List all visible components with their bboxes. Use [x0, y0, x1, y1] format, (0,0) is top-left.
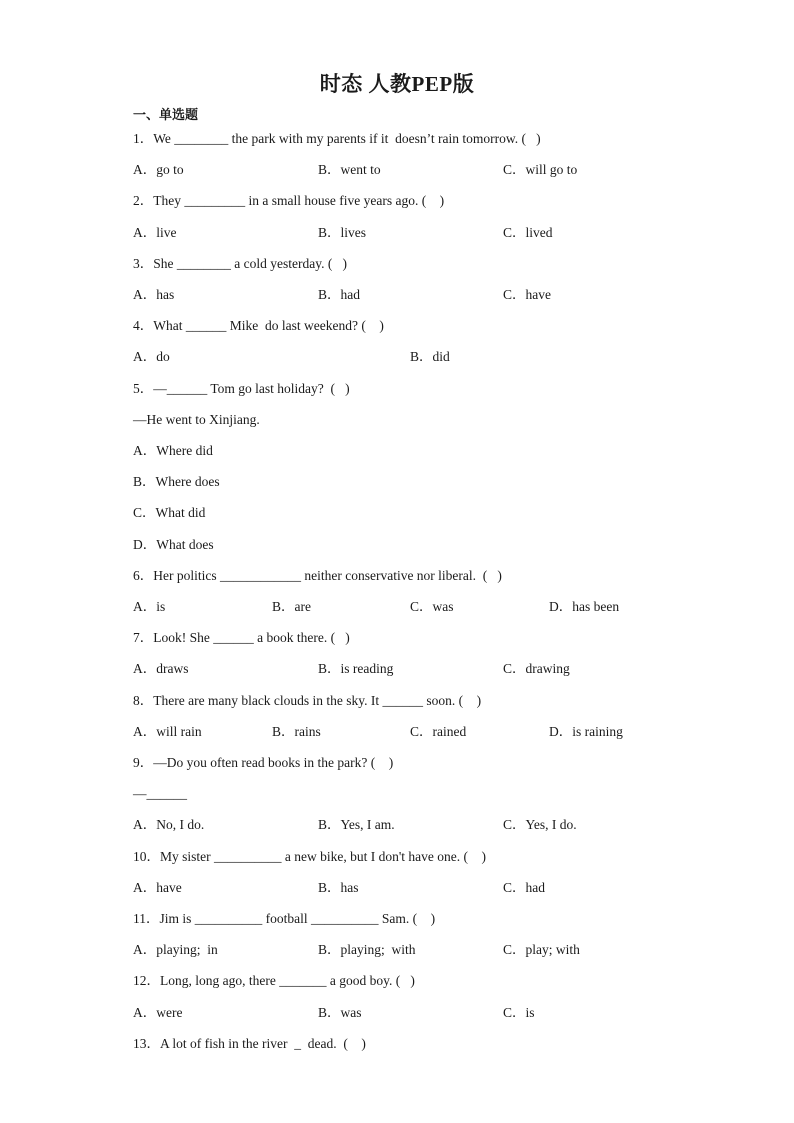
question-stem: 1．We ________ the park with my parents if it doesn’t rain tomorrow. ( ) [133, 131, 541, 146]
question-stem: 10．My sister __________ a new bike, but I don't have one. ( ) [133, 849, 486, 864]
option-b[interactable]: B．lives [318, 225, 367, 240]
option-c[interactable]: C．rained [410, 724, 467, 739]
option-a[interactable]: A．Where did [133, 443, 213, 458]
option-c[interactable]: C．will go to [503, 162, 578, 177]
option-c[interactable]: C．lived [503, 225, 553, 240]
option-c[interactable]: C．was [410, 599, 454, 614]
question-stem: 5．—______ Tom go last holiday? ( ) [133, 381, 350, 396]
question-stem: 8．There are many black clouds in the sky. It ______ soon. ( ) [133, 693, 482, 708]
option-a[interactable]: A．No, I do. [133, 817, 205, 832]
option-c[interactable]: C．have [503, 287, 551, 302]
option-b[interactable]: B．is reading [318, 661, 394, 676]
option-a[interactable]: A．will rain [133, 724, 202, 739]
question-stem: 6．Her politics ____________ neither conservative nor liberal. ( ) [133, 568, 502, 583]
option-b[interactable]: B．Where does [133, 474, 220, 489]
option-a[interactable]: A．is [133, 599, 166, 614]
option-a[interactable]: A．go to [133, 162, 184, 177]
question-stem: 12．Long, long ago, there _______ a good boy. ( ) [133, 973, 415, 988]
option-a[interactable]: A．were [133, 1005, 183, 1020]
question-stem: 4．What ______ Mike do last weekend? ( ) [133, 318, 384, 333]
option-b[interactable]: B．went to [318, 162, 381, 177]
option-c[interactable]: C．play; with [503, 942, 580, 957]
option-b[interactable]: B．was [318, 1005, 362, 1020]
question-dialogue: —He went to Xinjiang. [133, 412, 260, 427]
page-title: 时态 人教PEP版 [319, 72, 475, 96]
option-b[interactable]: B．did [410, 349, 450, 364]
option-a[interactable]: A．draws [133, 661, 189, 676]
option-b[interactable]: B．playing; with [318, 942, 416, 957]
option-d[interactable]: D．has been [549, 599, 620, 614]
option-c[interactable]: C．drawing [503, 661, 570, 676]
question-dialogue: —______ [133, 786, 187, 801]
option-a[interactable]: A．playing; in [133, 942, 218, 957]
question-stem: 11．Jim is __________ football __________ Sam. ( ) [133, 911, 436, 926]
question-stem: 7．Look! She ______ a book there. ( ) [133, 630, 350, 645]
section-heading: 一、单选题 [133, 108, 199, 123]
option-c[interactable]: C．What did [133, 505, 206, 520]
question-stem: 2．They _________ in a small house five years ago. ( ) [133, 193, 445, 208]
option-b[interactable]: B．Yes, I am. [318, 817, 395, 832]
option-d[interactable]: D．is raining [549, 724, 623, 739]
option-a[interactable]: A．has [133, 287, 175, 302]
option-a[interactable]: A．do [133, 349, 170, 364]
option-a[interactable]: A．live [133, 225, 177, 240]
option-c[interactable]: C．Yes, I do. [503, 817, 577, 832]
option-b[interactable]: B．had [318, 287, 360, 302]
question-stem: 13．A lot of fish in the river _ dead. ( ) [133, 1036, 366, 1051]
option-b[interactable]: B．are [272, 599, 311, 614]
option-a[interactable]: A．have [133, 880, 182, 895]
option-c[interactable]: C．is [503, 1005, 535, 1020]
question-stem: 3．She ________ a cold yesterday. ( ) [133, 256, 347, 271]
question-stem: 9．—Do you often read books in the park? ( ) [133, 755, 394, 770]
option-d[interactable]: D．What does [133, 537, 214, 552]
option-b[interactable]: B．has [318, 880, 359, 895]
option-c[interactable]: C．had [503, 880, 545, 895]
option-b[interactable]: B．rains [272, 724, 321, 739]
